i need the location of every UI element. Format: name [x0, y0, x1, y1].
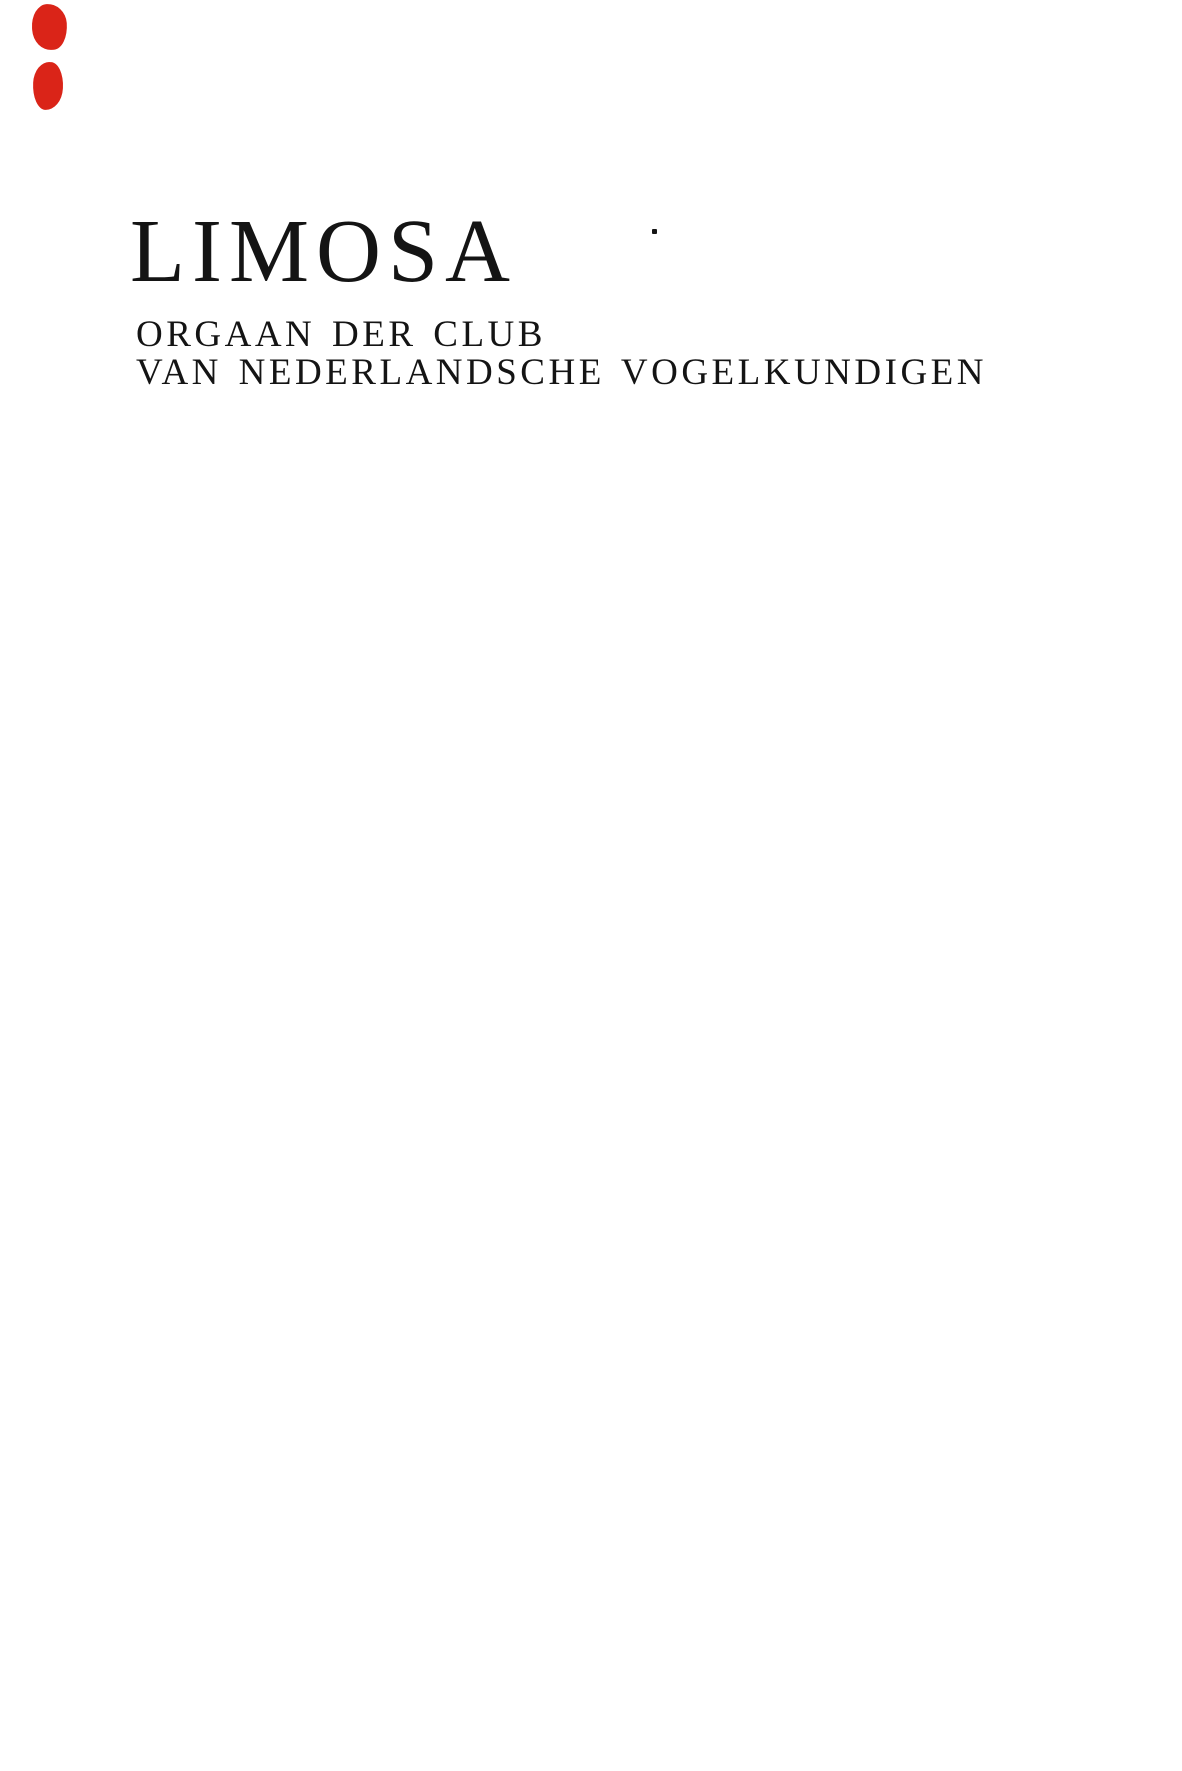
red-ink-mark-top	[30, 3, 68, 51]
journal-title: LIMOSA	[130, 202, 518, 301]
subtitle-line-2: VAN NEDERLANDSCHE VOGELKUNDIGEN	[136, 352, 987, 393]
ink-speck	[652, 229, 657, 234]
subtitle-line-1: ORGAAN DER CLUB	[136, 314, 546, 355]
red-ink-mark-bottom	[32, 61, 64, 111]
journal-subtitle	[136, 316, 987, 392]
